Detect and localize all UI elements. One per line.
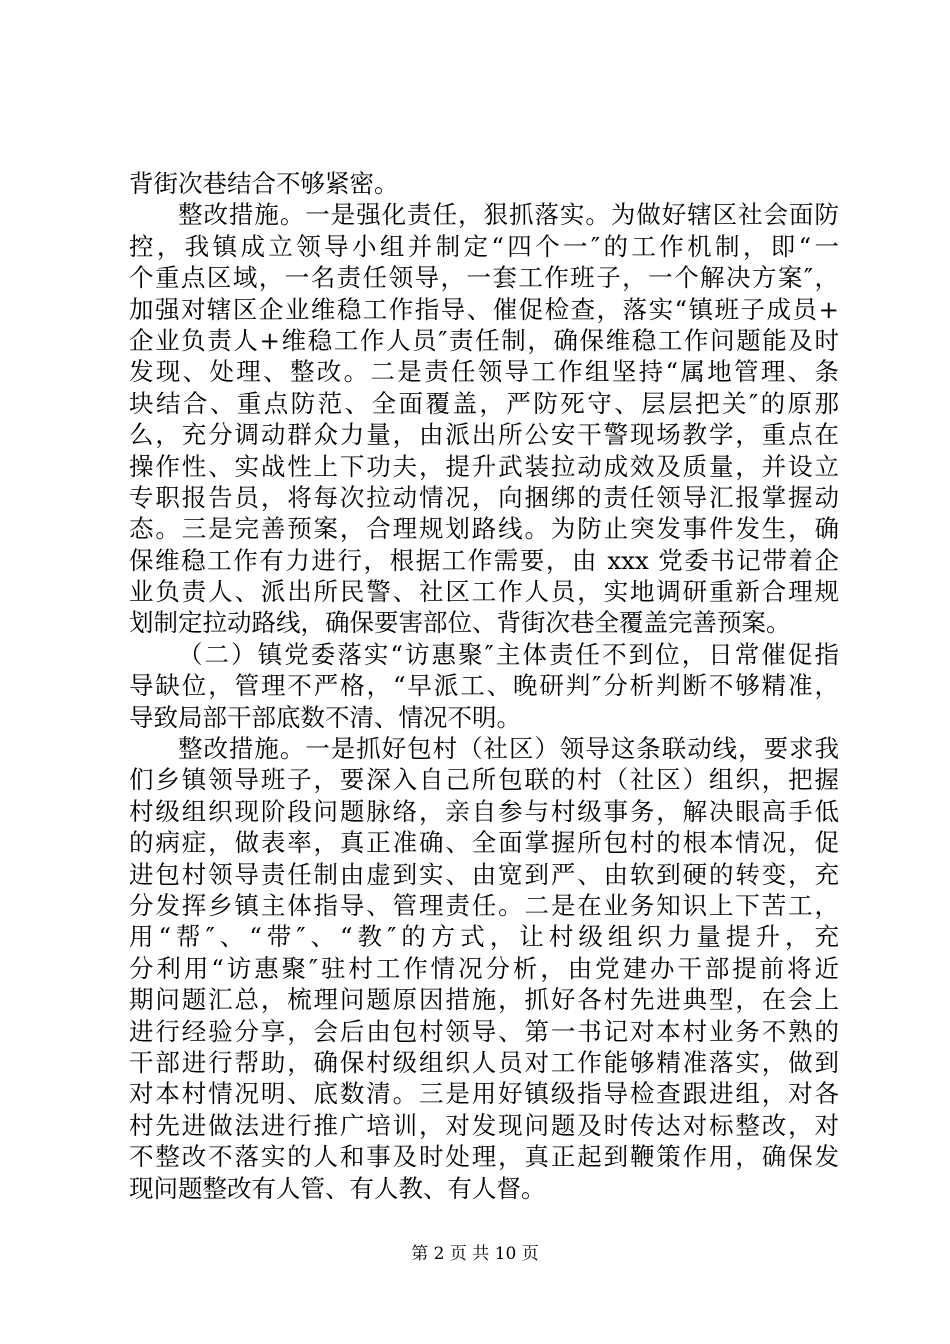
text-line: 进包村领导责任制由虚到实、由宽到严、由软到硬的转变，充 bbox=[129, 859, 839, 889]
text-line: 态。三是完善预案，合理规划路线。为防止突发事件发生，确 bbox=[129, 514, 839, 544]
text-line: 保维稳工作有力进行，根据工作需要，由 xxx 党委书记带着企 bbox=[129, 545, 839, 575]
text-line: 干部进行帮助，确保村级组织人员对工作能够精准落实，做到 bbox=[129, 1047, 839, 1077]
text-line: 分利用“访惠聚″驻村工作情况分析，由党建办干部提前将近 bbox=[129, 953, 839, 983]
page-footer: 第 2 页 共 10 页 bbox=[411, 1244, 539, 1264]
text-line: 们乡镇领导班子，要深入自己所包联的村（社区）组织，把握 bbox=[129, 765, 839, 795]
document-body bbox=[129, 168, 839, 1204]
text-line: 村先进做法进行推广培训，对发现问题及时传达对标整改，对 bbox=[129, 1110, 839, 1140]
text-line: 背街次巷结合不够紧密。 bbox=[129, 169, 399, 198]
text-line: 发现、处理、整改。二是责任领导工作组坚持“属地管理、条 bbox=[129, 357, 839, 387]
text-line: 加强对辖区企业维稳工作指导、催促检查，落实“镇班子成员+ bbox=[129, 294, 839, 324]
text-line: 对本村情况明、底数清。三是用好镇级指导检查跟进组，对各 bbox=[129, 1079, 839, 1109]
text-line: 业负责人、派出所民警、社区工作人员，实地调研重新合理规 bbox=[129, 577, 839, 607]
text-line: 专职报告员，将每次拉动情况，向捆绑的责任领导汇报掌握动 bbox=[129, 482, 839, 512]
text-line: 整改措施。一是抓好包村（社区）领导这条联动线，要求我 bbox=[178, 734, 839, 764]
text-line: 分发挥乡镇主体指导、管理责任。二是在业务知识上下苦工， bbox=[129, 890, 839, 920]
text-line: 的病症，做表率，真正准确、全面掌握所包村的根本情况，促 bbox=[129, 828, 839, 858]
text-line: 用“帮″、“带″、“教″的方式，让村级组织力量提升，充 bbox=[129, 922, 839, 952]
text-line: 村级组织现阶段问题脉络，亲自参与村级事务，解决眼高手低 bbox=[129, 796, 839, 826]
text-line: 划制定拉动路线，确保要害部位、背街次巷全覆盖完善预案。 bbox=[129, 608, 791, 638]
text-line: 块结合、重点防范、全面覆盖，严防死守、层层把关″的原那 bbox=[129, 388, 839, 418]
text-line: 操作性、实战性上下功夫，提升武装拉动成效及质量，并设立 bbox=[129, 451, 839, 481]
text-line: 期问题汇总，梳理问题原因措施，抓好各村先进典型，在会上 bbox=[129, 985, 839, 1015]
text-line: 个重点区域，一名责任领导，一套工作班子，一个解决方案″， bbox=[129, 263, 839, 293]
text-line: 整改措施。一是强化责任，狠抓落实。为做好辖区社会面防 bbox=[178, 200, 839, 230]
text-line: 导致局部干部底数不清、情况不明。 bbox=[129, 702, 521, 732]
text-line: 么，充分调动群众力量，由派出所公安干警现场教学，重点在 bbox=[129, 420, 839, 450]
text-line: 企业负责人+维稳工作人员″责任制，确保维稳工作问题能及时 bbox=[129, 325, 839, 355]
text-line: 进行经验分享，会后由包村领导、第一书记对本村业务不熟的 bbox=[129, 1016, 839, 1046]
text-line: 导缺位，管理不严格，“早派工、晚研判″分析判断不够精准， bbox=[129, 671, 839, 701]
text-line: 不整改不落实的人和事及时处理，真正起到鞭策作用，确保发 bbox=[129, 1142, 839, 1172]
text-line: 现问题整改有人管、有人教、有人督。 bbox=[129, 1173, 546, 1203]
text-line: 控，我镇成立领导小组并制定“四个一″的工作机制，即“一 bbox=[129, 231, 839, 261]
text-line: （二）镇党委落实“访惠聚″主体责任不到位，日常催促指 bbox=[178, 639, 839, 669]
